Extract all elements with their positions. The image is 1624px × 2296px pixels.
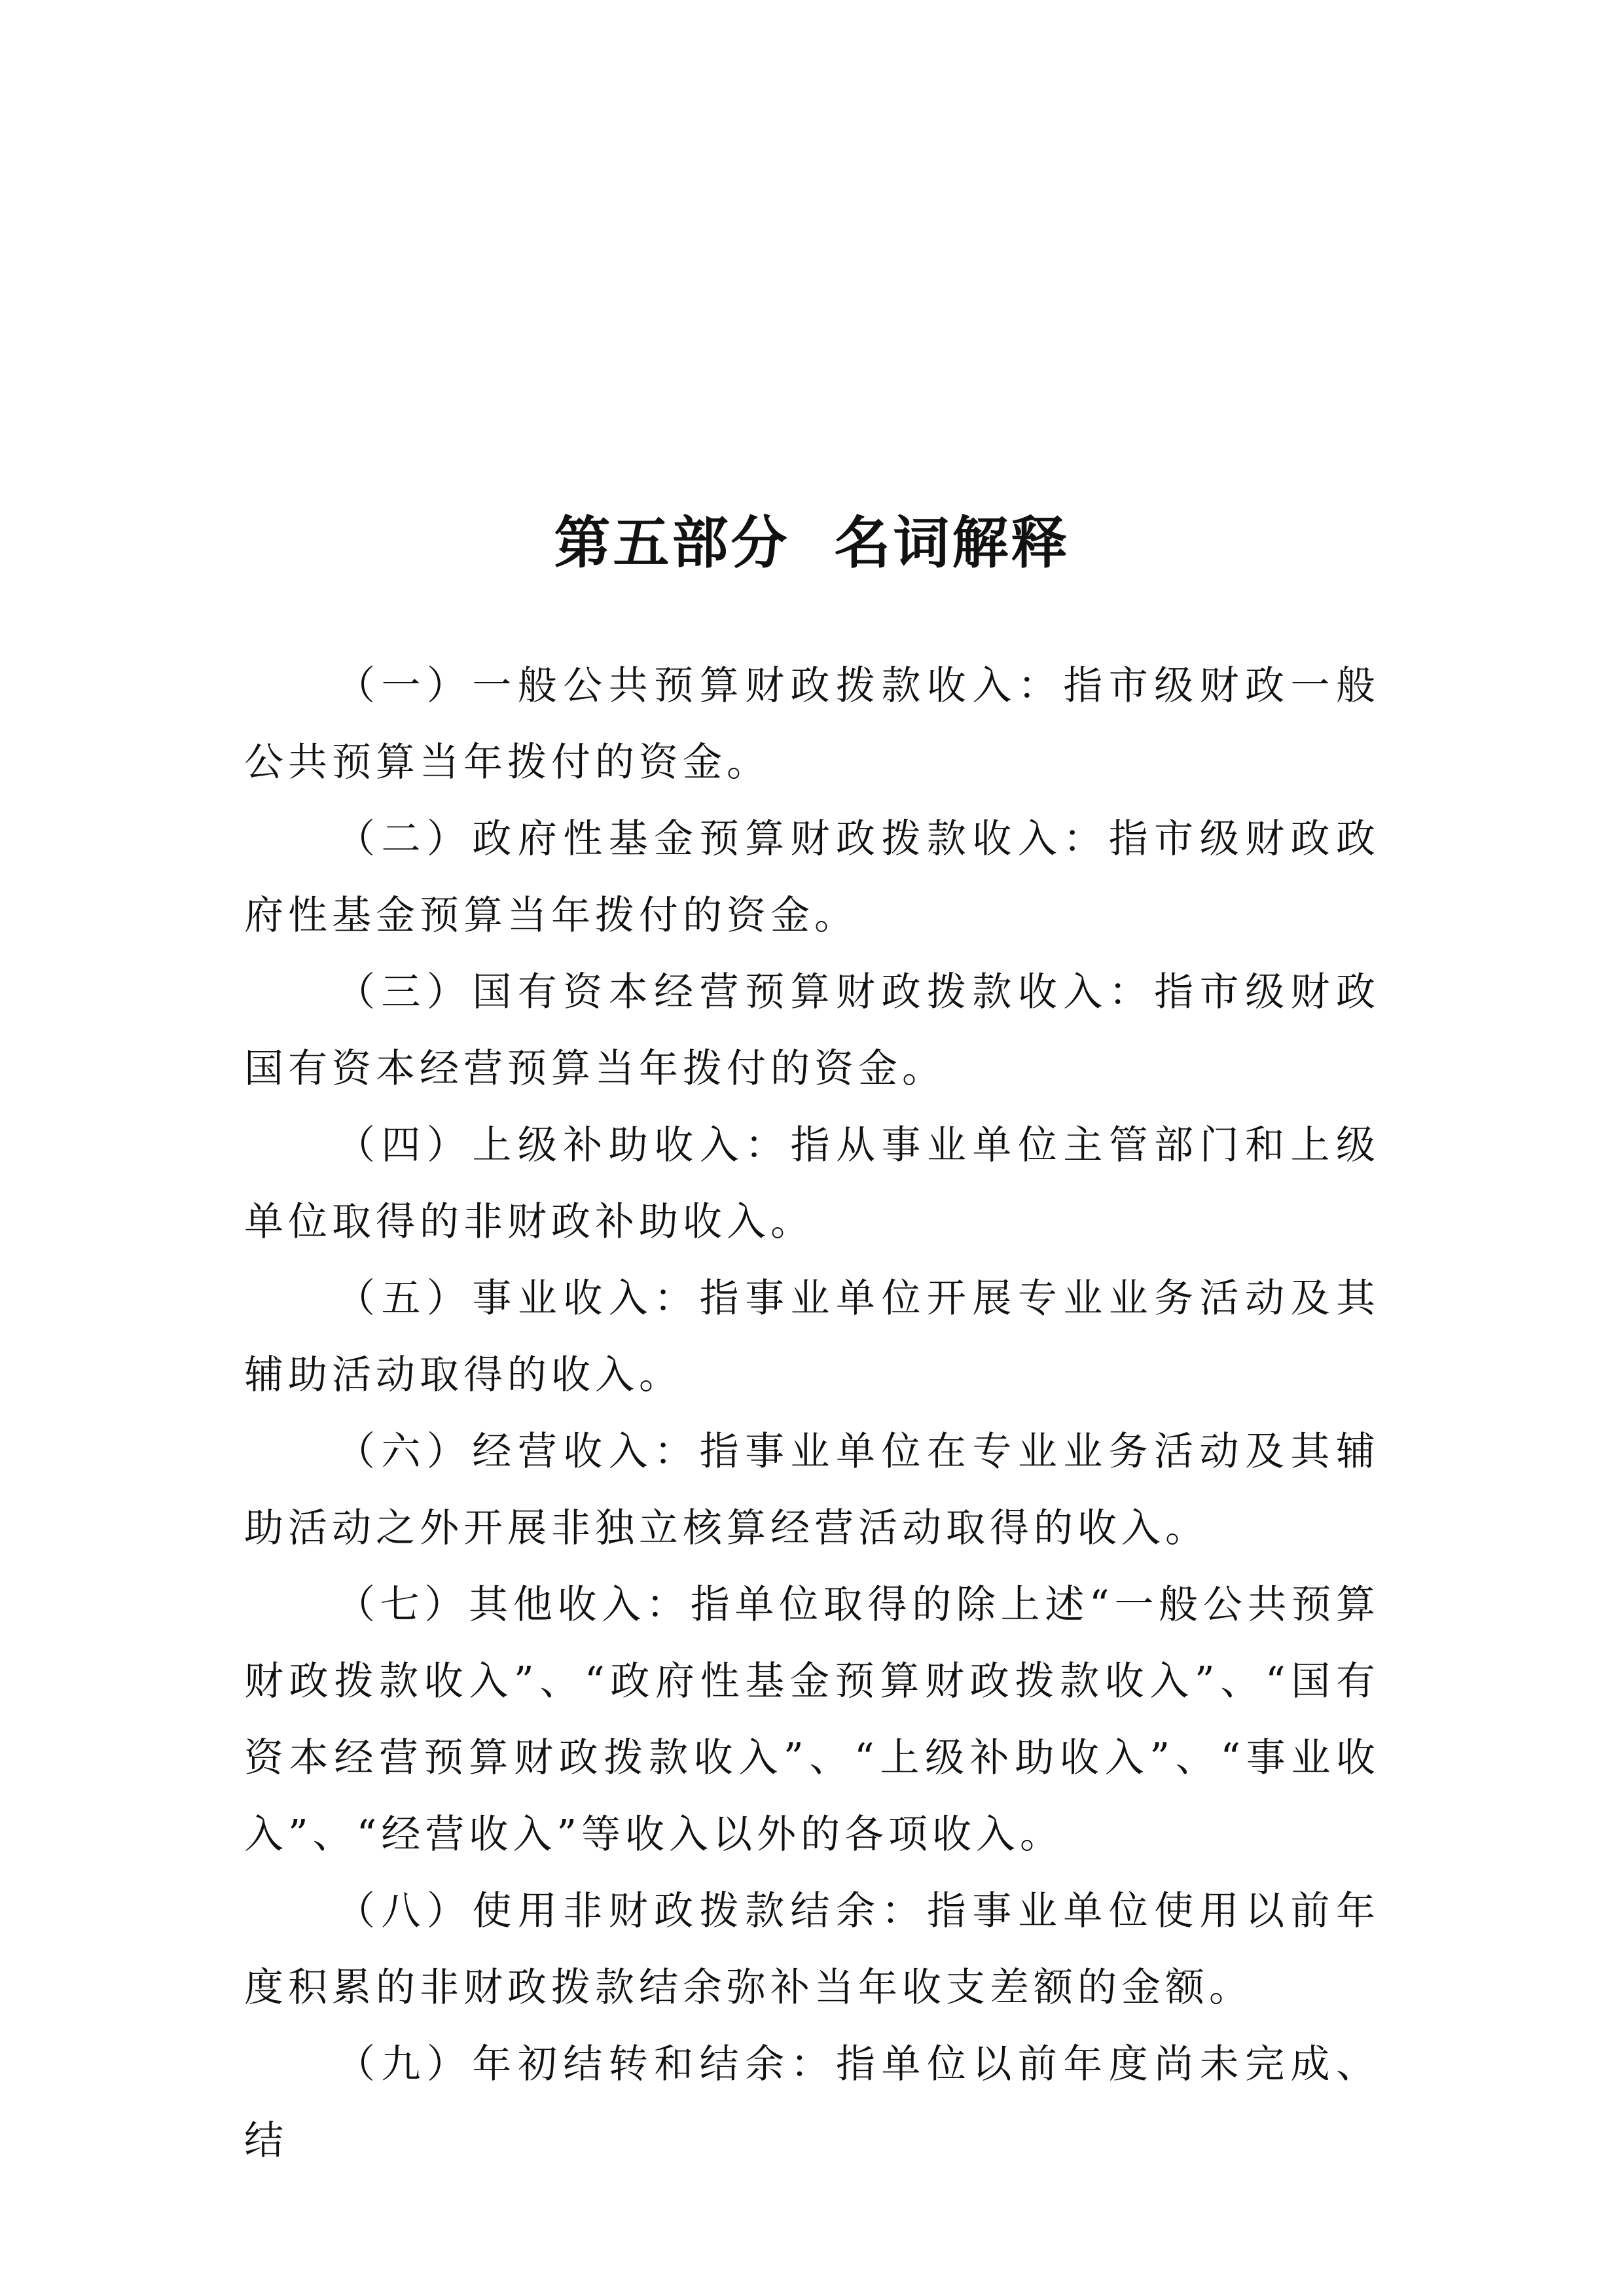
paragraph-2: （二）政府性基金预算财政拨款收入：指市级财政政府性基金预算当年拨付的资金。 [244, 816, 1380, 939]
paragraph-1: （一）一般公共预算财政拨款收入：指市级财政一般公共预算当年拨付的资金。 [244, 663, 1380, 785]
paragraph-3: （三）国有资本经营预算财政拨款收入：指市级财政国有资本经营预算当年拨付的资金。 [244, 969, 1380, 1092]
paragraph-8: （八）使用非财政拨款结余：指事业单位使用以前年度积累的非财政拨款结余弥补当年收支差额的金额。 [244, 1888, 1380, 2011]
paragraph-9: （九）年初结转和结余：指单位以前年度尚未完成、结 [244, 2041, 1380, 2164]
paragraph-7: （七）其他收入：指单位取得的除上述“一般公共预算财政拨款收入”、“政府性基金预算财政拨款收入”、“国有资本经营预算财政拨款收入”、“上级补助收入”、“事业收入”、“经营收入”等收入以外的各项收入。 [244, 1582, 1380, 1857]
page-title: 第五部分 名词解释 [554, 510, 1070, 576]
paragraph-4: （四）上级补助收入：指从事业单位主管部门和上级单位取得的非财政补助收入。 [244, 1122, 1380, 1245]
paragraph-5: （五）事业收入：指事业单位开展专业业务活动及其辅助活动取得的收入。 [244, 1276, 1380, 1398]
paragraph-6: （六）经营收入：指事业单位在专业业务活动及其辅助活动之外开展非独立核算经营活动取得的收入。 [244, 1429, 1380, 1551]
document-body [244, 648, 1380, 2179]
